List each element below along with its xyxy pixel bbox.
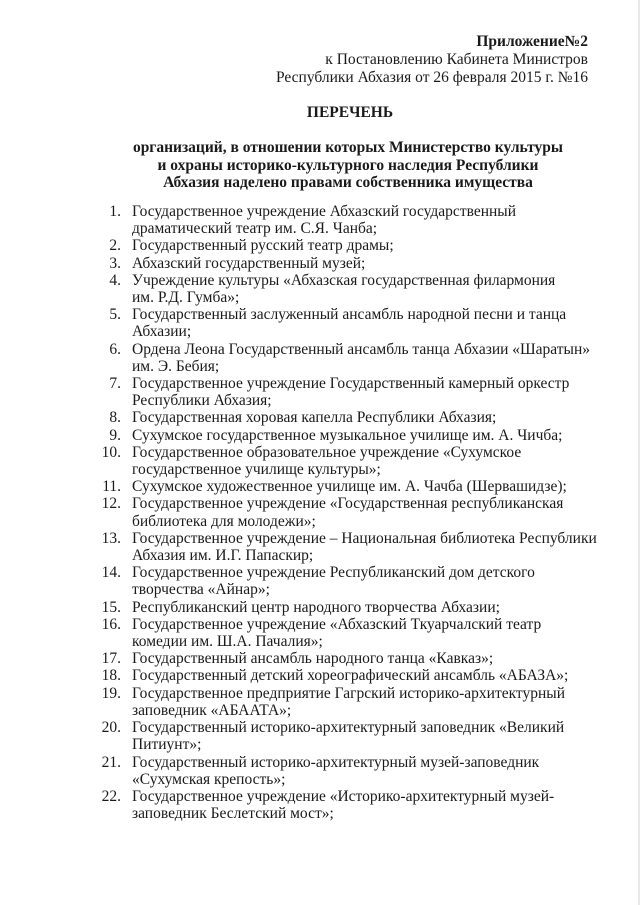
list-item: [0, 203, 600, 237]
list-item-number: 14.: [101, 564, 121, 582]
list-item-number: 11.: [102, 478, 121, 496]
list-item-text-line: Государственное учреждение Государственный камерный оркестр: [132, 375, 570, 393]
list-item-number: 15.: [101, 598, 121, 616]
list-item-text-line: Сухумское государственное музыкальное училище им. А. Чичба;: [132, 426, 563, 444]
list-item: [0, 788, 600, 822]
list-item: [0, 427, 600, 444]
list-item-text-line: Государственный историко-архитектурный музей-заповедник: [132, 753, 540, 771]
list-item-number: 4.: [109, 271, 121, 289]
header-line-2: Республики Абхазия от 26 февраля 2015 г. №16: [275, 69, 588, 86]
list-item-number: 10.: [101, 443, 121, 461]
subtitle-line: и охраны историко-культурного наследия Республики: [157, 156, 539, 174]
list-item-number: 7.: [109, 375, 121, 393]
list-item-number: 21.: [101, 753, 121, 771]
list-item-number: 6.: [109, 340, 121, 358]
list-item-number: 18.: [101, 667, 121, 685]
list-item-number: 5.: [109, 306, 121, 324]
list-item: [0, 272, 600, 306]
list-item-text-line: Государственный русский театр драмы;: [132, 237, 394, 255]
list-item-text-line: заповедник «АБААТА»;: [132, 701, 292, 719]
list-item-text-line: им. Р.Д. Гумба»;: [132, 289, 240, 307]
list-item-text-line: заповедник Беслетский мост»;: [132, 805, 334, 823]
list-item-text-line: Государственный детский хореографический ансамбль «АБАЗА»;: [132, 667, 569, 685]
list-item-text-line: Сухумское художественное училище им. А. Чачба (Шервашидзе);: [132, 478, 567, 496]
list-item: [0, 375, 600, 409]
list-item: [0, 599, 600, 616]
list-item: [0, 754, 600, 788]
list-item-number: 3.: [109, 254, 121, 272]
list-item-text-line: драматический театр им. С.Я. Чанба;: [132, 220, 378, 238]
list-item-text-line: Государственное учреждение «Государственная республиканская: [132, 495, 564, 513]
list-item-number: 2.: [109, 237, 121, 255]
list-item: [0, 444, 600, 478]
list-item-number: 22.: [101, 787, 121, 805]
list-item-text-line: комедии им. Ш.А. Пачалия»;: [132, 633, 323, 651]
list-item-text-line: Республиканский центр народного творчества Абхазии;: [132, 598, 500, 616]
list-item-text-line: Государственное учреждение Республиканский дом детского: [132, 564, 535, 582]
list-item-number: 19.: [101, 684, 121, 702]
list-item-text-line: творчества «Айнар»;: [132, 581, 270, 599]
list-item-number: 9.: [109, 426, 121, 444]
list-item-number: 17.: [101, 650, 121, 668]
list-item-number: 20.: [101, 719, 121, 737]
list-item-text-line: Республики Абхазия;: [132, 392, 272, 410]
list-item: [0, 667, 600, 684]
list-item: [0, 409, 600, 426]
list-item: [0, 306, 600, 340]
list-item-number: 1.: [109, 203, 121, 220]
list-item-text-line: Учреждение культуры «Абхазская государственная филармония: [132, 271, 556, 289]
list-item: [0, 616, 600, 650]
list-item: [0, 341, 600, 375]
list-item-text-line: Государственный заслуженный ансамбль народной песни и танца: [132, 306, 567, 324]
list-item: [0, 685, 600, 719]
list-item-number: 12.: [101, 495, 121, 513]
appendix-label: Приложение№2: [476, 33, 588, 50]
list-item-number: 13.: [101, 529, 121, 547]
list-item-text-line: библиотека для молодежи»;: [132, 512, 316, 530]
document-subtitle: [0, 139, 640, 192]
document-title: ПЕРЕЧЕНЬ: [306, 104, 394, 121]
organization-list: [0, 203, 600, 822]
list-item-text-line: «Сухумская крепость»;: [132, 770, 286, 788]
list-item: [0, 255, 600, 272]
header-line-1: к Постановлению Кабинета Министров: [325, 51, 588, 68]
list-item: [0, 564, 600, 598]
subtitle-line: Абхазия наделено правами собственника имущества: [163, 174, 533, 191]
list-item-text-line: Государственное учреждение – Национальная библиотека Республики: [132, 529, 597, 547]
list-item: [0, 719, 600, 753]
list-item-text-line: Государственный историко-архитектурный заповедник «Великий: [132, 719, 565, 737]
list-item-text-line: Государственное учреждение «Историко-архитектурный музей-: [132, 787, 555, 805]
subtitle-line: организаций, в отношении которых Министерство культуры: [132, 139, 564, 156]
list-item: [0, 478, 600, 495]
document-header: [276, 33, 588, 87]
list-item-text-line: Государственное учреждение Абхазский государственный: [132, 203, 516, 220]
list-item-text-line: Питиунт»;: [132, 736, 202, 754]
list-item-text-line: Государственное предприятие Гагрский историко-архитектурный: [132, 684, 566, 702]
list-item-text-line: Абхазия им. И.Г. Папаскир;: [132, 547, 314, 565]
list-item: [0, 495, 600, 529]
list-item: [0, 237, 600, 254]
list-item-number: 8.: [109, 409, 121, 427]
list-item-text-line: Государственный ансамбль народного танца «Кавказ»;: [132, 650, 494, 668]
list-item-text-line: им. Э. Бебия;: [132, 357, 220, 375]
list-item-text-line: Абхазский государственный музей;: [132, 254, 366, 272]
list-item-text-line: Государственное учреждение «Абхазский Ткуарчалский театр: [132, 615, 542, 633]
list-item: [0, 650, 600, 667]
list-item-text-line: государственное училище культуры»;: [132, 461, 381, 479]
list-item: [0, 530, 600, 564]
list-item-text-line: Государственная хоровая капелла Республики Абхазия;: [132, 409, 497, 427]
list-item-number: 16.: [101, 615, 121, 633]
list-item-text-line: Государственное образовательное учреждение «Сухумское: [132, 443, 522, 461]
list-item-text-line: Абхазии;: [132, 323, 192, 341]
list-item-text-line: Ордена Леона Государственный ансамбль танца Абхазии «Шаратын»: [132, 340, 591, 358]
